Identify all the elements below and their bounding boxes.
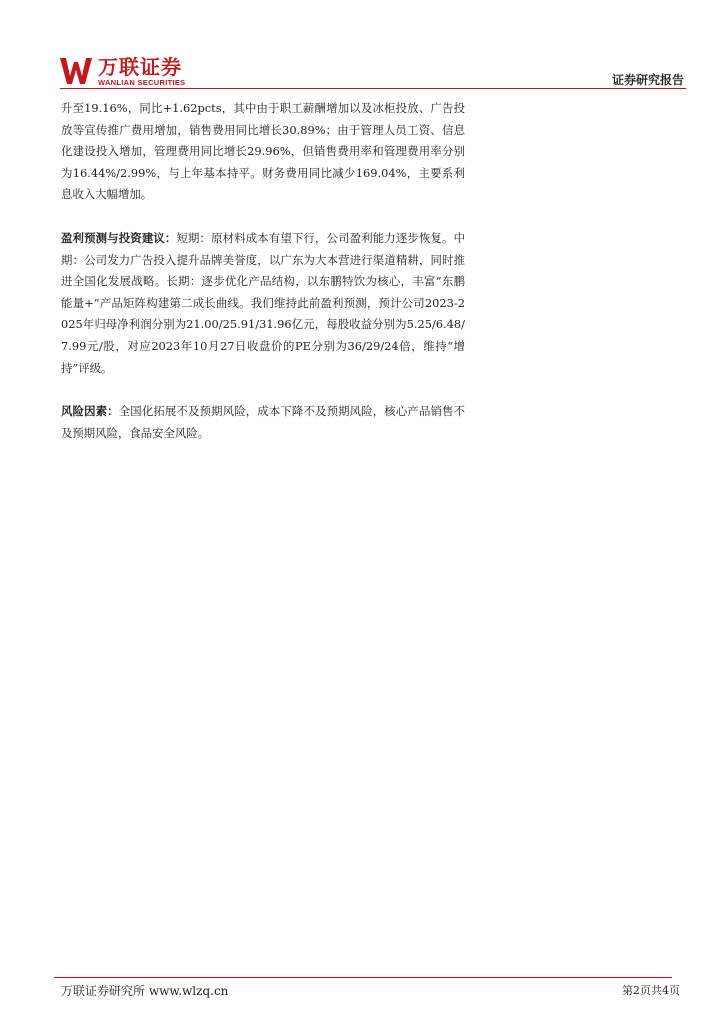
footer-divider: [54, 977, 672, 978]
logo-english-name: WANLIAN SECURITIES: [98, 78, 186, 87]
footer-institute-link[interactable]: 万联证券研究所 www.wlzq.cn: [61, 984, 229, 998]
page-number: 第2页共4页: [622, 984, 680, 997]
forecast-paragraph: [61, 228, 465, 379]
expense-analysis-paragraph: [61, 98, 465, 206]
report-type-label: 证券研究报告: [611, 73, 684, 87]
risk-heading: 风险因素：: [61, 404, 119, 419]
wanlian-w-logo-icon: [60, 56, 94, 86]
expense-analysis-text: 升至19.16%，同比+1.62pcts，其中由于职工薪酬增加以及冰柜投放、广告投放等宣传推广费用增加，销售费用同比增长30.89%；由于管理人员工资、信息化建设投入增加，管理费用同比增长29.96%，但销售费用率和管理费用率分别为16.44%/2.99%，与上年基本持平。财务费用同比减少169.04%，主要系利息收入大幅增加。: [61, 101, 465, 202]
header-divider: [60, 88, 686, 89]
logo-chinese-name: 万联证券: [98, 55, 182, 79]
company-logo: [60, 56, 186, 90]
report-body: [61, 98, 465, 466]
risk-text: 全国化拓展不及预期风险，成本下降不及预期风险，核心产品销售不及预期风险，食品安全风险。: [61, 404, 465, 440]
logo-text: [98, 56, 186, 87]
page-header: [60, 56, 684, 92]
risk-paragraph: [61, 401, 465, 444]
forecast-heading: 盈利预测与投资建议：: [61, 230, 177, 245]
forecast-text: 短期：原材料成本有望下行，公司盈利能力逐步恢复。中期：公司发力广告投入提升品牌美誉度，以广东为大本营进行渠道精耕，同时推进全国化发展战略。长期：逐步优化产品结构，以东鹏特饮为核心，丰富“东鹏能量+”产品矩阵构建第二成长曲线。我们维持此前盈利预测，预计公司2023-2025年归母净利润分别为21.00/25.91/31.96亿元，每股收益分别为5.25/6.48/7.99元/股，对应2023年10月27日收盘价的PE分别为36/29/24倍，维持“增持”评级。: [61, 230, 465, 375]
